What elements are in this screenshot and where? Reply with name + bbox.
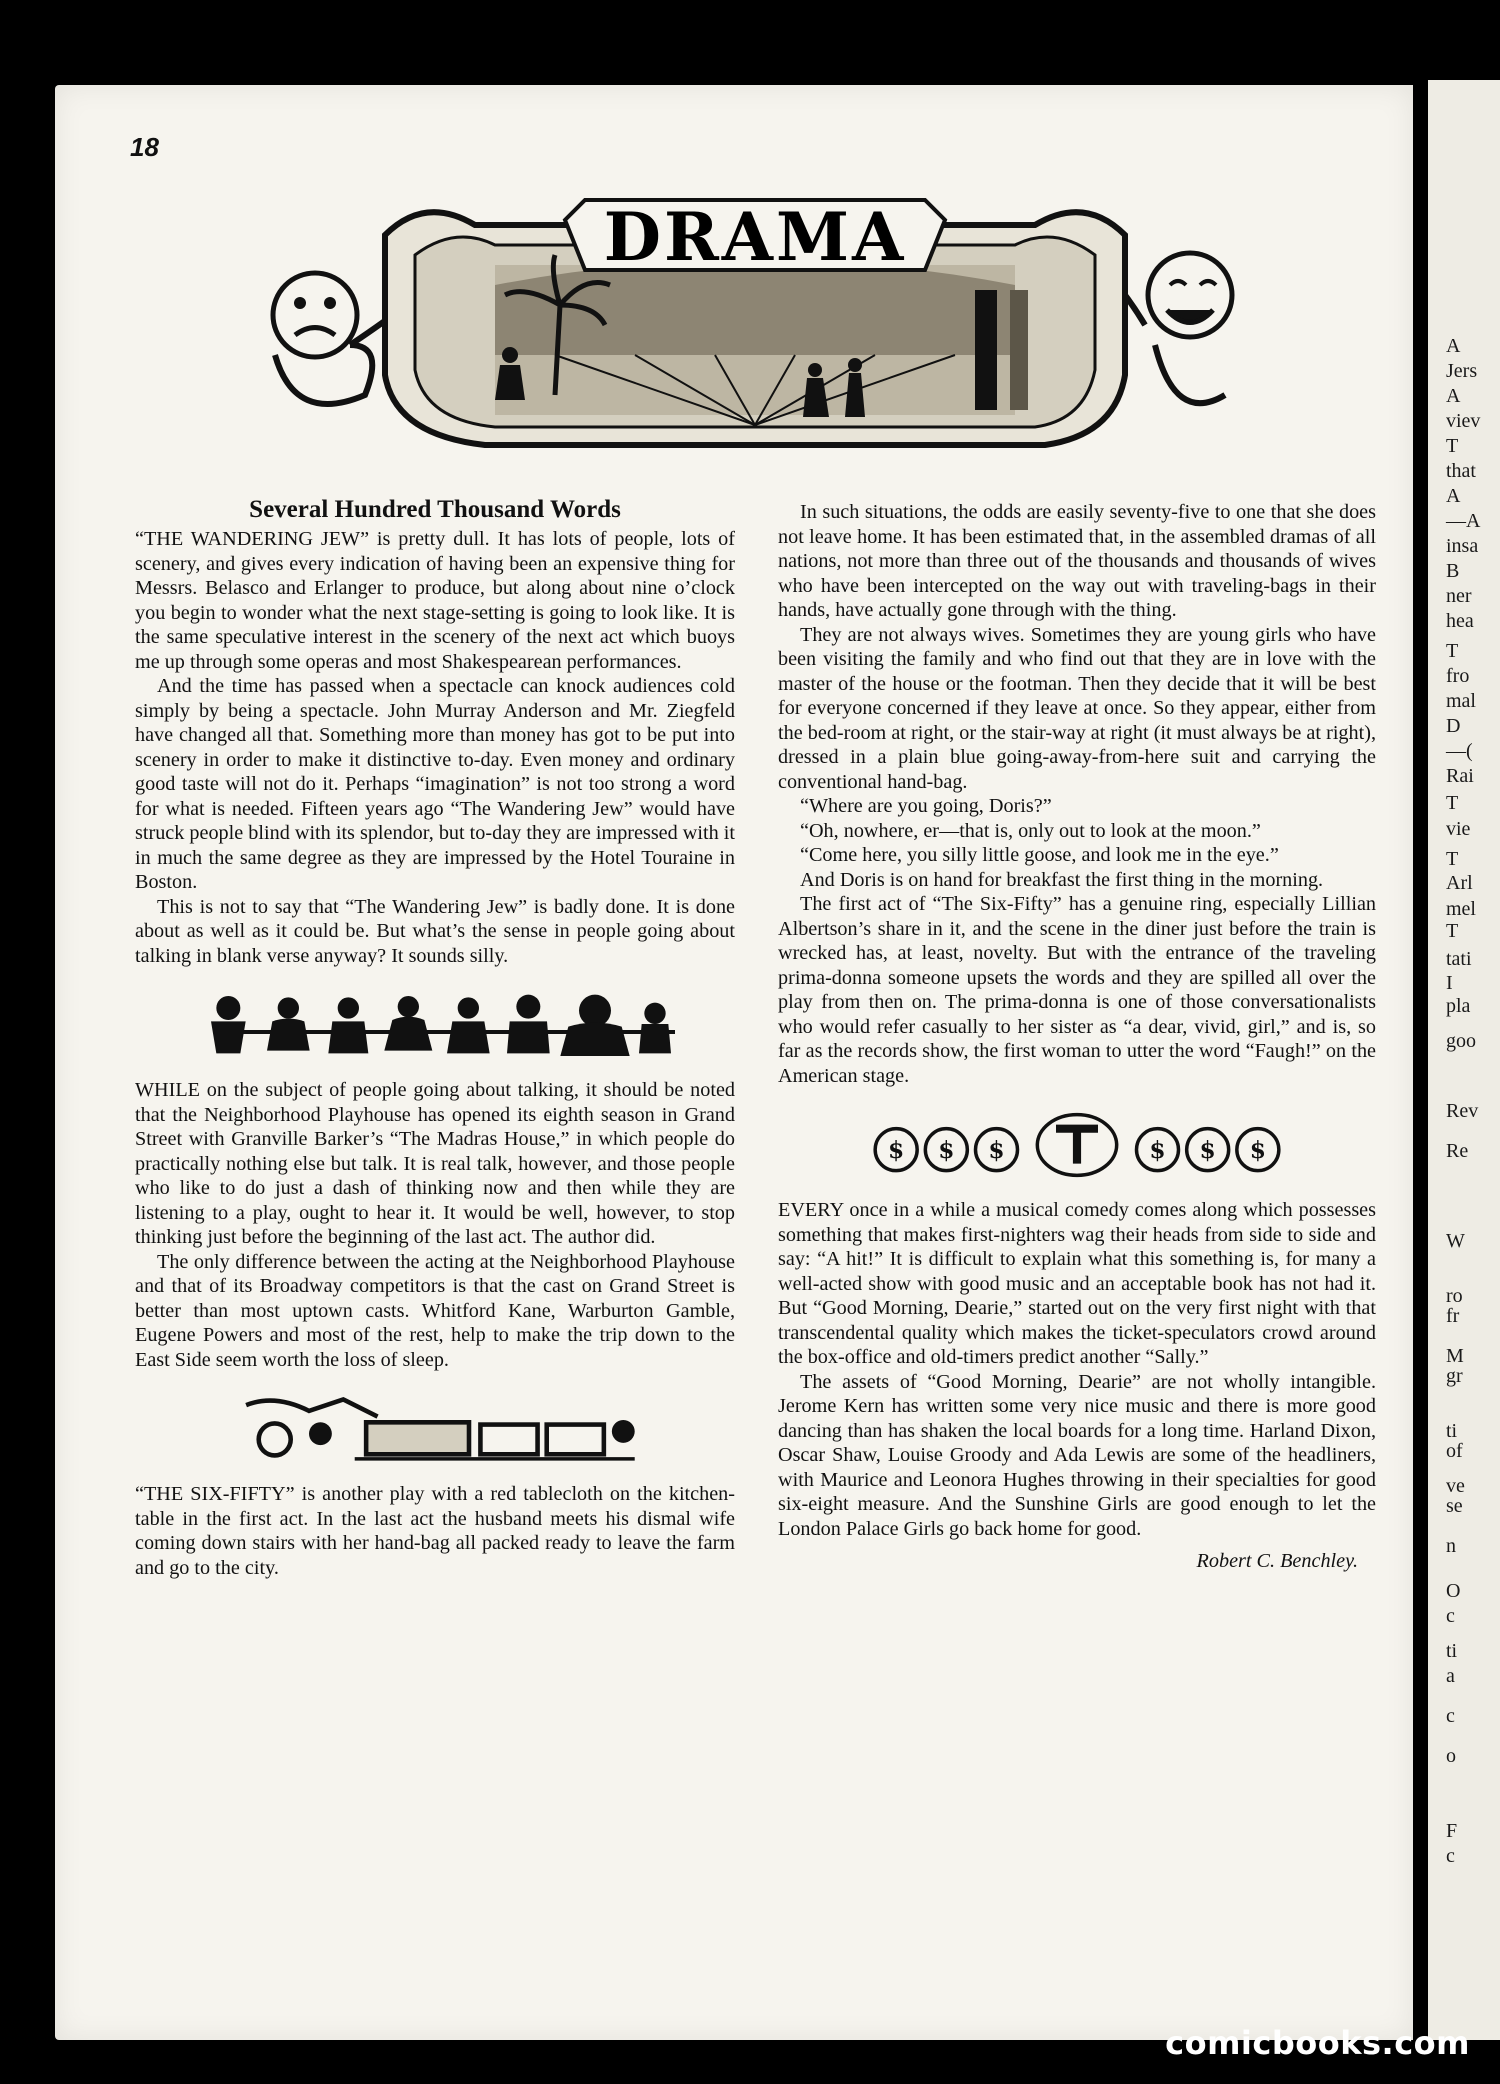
adjacent-page-text-fragment: T <box>1446 640 1459 662</box>
svg-text:$: $ <box>1249 1135 1266 1164</box>
adjacent-page-text-fragment: Jers <box>1446 360 1478 382</box>
adjacent-page-text-fragment: Rev <box>1446 1100 1479 1122</box>
article-paragraph: EVERY once in a while a musical comedy comes along which possesses something that makes first-nighters wag their heads from side to side and say: “A hit!” It is difficult to explain what this something is, for many a well-acted show with good music and an acceptable book has not had it. But “Good Morning, Dearie,” started out on the very first night with that transcendental quality which makes the ticket-speculators crowd around the box-office and old-timers predict another “Sally.” <box>778 1199 1376 1368</box>
dancers-illustration <box>195 984 675 1064</box>
article-headline: Several Hundred Thousand Words <box>249 496 621 523</box>
article-paragraph: WHILE on the subject of people going about talking, it should be noted that the Neighborhood Playhouse has opened its eighth season in Grand Street with Granville Barker’s “The Madras House,” in which people do practically nothing else but talk. It is real talk, however, and those people who like to do just a dash of thinking now and then while they are listening to a play, ought to hear it. It would be well, however, to stop thinking just before the beginning of the last act. The author did. <box>135 1079 735 1248</box>
svg-text:$: $ <box>1149 1135 1166 1164</box>
money-bags-vignette <box>778 1110 1376 1180</box>
article-paragraph: They are not always wives. Sometimes they are young girls who have been visiting the family and who find out that they are in love with the master of the house or the footman. Then they decide that it will be best for everyone concerned if they leave at once. So they appear, either from the bed-room at right, or the stair-way at right (it must always be at right), dressed in a plain blue going-away-from-here suit and carrying the conventional hand-bag. <box>778 623 1376 793</box>
article-paragraph: “THE WANDERING JEW” is pretty dull. It has lots of people, lots of scenery, and gives every indication of having been an expensive thing for Messrs. Belasco and Erlanger to produce, but along about nine o’clock you begin to wonder what the next stage-setting is going to look like. It is the same speculative interest in the scenery of the next act which buoys me up through some operas and most Shakespearean performances. <box>135 528 735 673</box>
svg-text:$: $ <box>938 1135 955 1164</box>
money-bags-illustration <box>867 1110 1287 1180</box>
section-neighborhood-playhouse <box>135 1078 735 1372</box>
adjacent-page-text-fragment: gr <box>1446 1365 1463 1387</box>
adjacent-page-text-fragment: A <box>1446 485 1461 507</box>
article-paragraph: And the time has passed when a spectacle can knock audiences cold simply by being a spectacle. John Murray Anderson and Mr. Ziegfeld have changed all that. Something more than money has got to be put into scenery in order to make it distinctive to-day. Even money and ordinary good taste will not do it. Perhaps “imagination” is not too strong a word for what is needed. Fifteen years ago “The Wandering Jew” would have struck people blind with its splendor, but to-day they are impressed with it in much the same degree as they are impressed by the Hotel Touraine in Boston. <box>135 675 735 893</box>
adjacent-page-text-fragment: ti <box>1446 1420 1458 1442</box>
article-paragraph: The first act of “The Six-Fifty” has a genuine ring, especially Lillian Albertson’s share in it, and the scene in the diner just before the train is wrecked has, at least, novelty. But with the entrance of the traveling prima-donna someone upsets the words and they are spilled all over the play from then on. The prima-donna is one of those conversationalists who would refer casually to her sister as “a dear, vivid, girl,” and is, so far as the records show, the first woman to utter the word “Faugh!” on the American stage. <box>778 893 1376 1087</box>
article-paragraph: And Doris is on hand for breakfast the first thing in the morning. <box>800 868 1324 891</box>
adjacent-page-text-fragment: Rai <box>1446 765 1474 787</box>
adjacent-page-text-fragment: F <box>1446 1820 1458 1842</box>
drama-banner <box>255 195 1255 465</box>
adjacent-page-text-fragment: T <box>1446 848 1459 870</box>
adjacent-page-text-fragment: ro <box>1446 1285 1463 1307</box>
adjacent-page-text-fragment: c <box>1446 1605 1455 1627</box>
section-good-morning-dearie <box>778 1198 1376 1541</box>
svg-text:$: $ <box>888 1135 905 1164</box>
article-paragraph: “Where are you going, Doris?” <box>800 795 1052 817</box>
left-column <box>135 495 735 1580</box>
adjacent-page-text-fragment: fr <box>1446 1305 1460 1327</box>
watermark: comicbooks.com <box>1165 2024 1470 2062</box>
page-gutter <box>1413 80 1428 2040</box>
article-paragraph: “THE SIX-FIFTY” is another play with a red tablecloth on the kitchen-table in the first act. In the last act the husband meets his dismal wife coming down stairs with her hand-bag all packed ready to leave the farm and go to the city. <box>135 1483 735 1579</box>
adjacent-page-text-fragment: T <box>1446 792 1459 814</box>
adjacent-page-text-fragment: of <box>1446 1440 1463 1462</box>
author-signature: Robert C. Benchley. <box>1196 1550 1358 1572</box>
adjacent-page-text-fragment: goo <box>1446 1030 1476 1052</box>
adjacent-page-text-fragment: mal <box>1446 690 1476 712</box>
adjacent-page-text-fragment: ti <box>1446 1640 1458 1662</box>
article-paragraph: “Come here, you silly little goose, and look me in the eye.” <box>800 844 1279 866</box>
adjacent-page-text-fragment: that <box>1446 460 1476 482</box>
right-column <box>778 500 1376 1574</box>
section-wandering-jew <box>135 527 735 968</box>
adjacent-page-text-fragment: hea <box>1446 610 1474 632</box>
adjacent-page-text-fragment: Arl <box>1446 872 1473 894</box>
adjacent-page-text-fragment: fro <box>1446 665 1470 687</box>
adjacent-page-text-fragment: c <box>1446 1845 1455 1867</box>
article-paragraph: In such situations, the odds are easily seventy-five to one that she does not leave home. It has been estimated that, in the assembled dramas of all nations, not more than three out of the thousands and thousands of wives who have been intercepted on the way out with traveling-bags in their hands, have actually gone through with the thing. <box>778 501 1376 621</box>
adjacent-page-edge <box>1428 80 1500 2040</box>
adjacent-page-text-fragment: se <box>1446 1495 1463 1517</box>
train-illustration <box>229 1388 640 1468</box>
adjacent-page-text-fragment: —( <box>1446 740 1473 762</box>
adjacent-page-text-fragment: I <box>1446 972 1453 994</box>
page-number: 18 <box>130 132 159 162</box>
train-vignette <box>135 1388 735 1468</box>
svg-text:$: $ <box>988 1135 1005 1164</box>
svg-text:$: $ <box>1199 1135 1216 1164</box>
adjacent-page-text-fragment: A <box>1446 385 1461 407</box>
adjacent-page-text-fragment: Re <box>1446 1140 1469 1162</box>
adjacent-page-text-fragment: c <box>1446 1705 1455 1727</box>
banner-title: DRAMA <box>603 198 907 276</box>
adjacent-page-text-fragment: pla <box>1446 995 1471 1017</box>
article-paragraph: This is not to say that “The Wandering Jew” is badly done. It is done about as well as it could be. But what’s the sense in people going about talking in blank verse anyway? It sounds silly. <box>135 895 735 967</box>
dancers-vignette <box>135 984 735 1064</box>
adjacent-page-text-fragment: O <box>1446 1580 1461 1602</box>
adjacent-page-text-fragment: —A <box>1446 510 1481 532</box>
adjacent-page-text-fragment: ner <box>1446 585 1472 607</box>
article-paragraph: “Oh, nowhere, er—that is, only out to look at the moon.” <box>800 819 1261 842</box>
adjacent-page-text-fragment: W <box>1446 1230 1465 1252</box>
adjacent-page-text-fragment: tati <box>1446 948 1472 970</box>
adjacent-page-text-fragment: n <box>1446 1535 1456 1557</box>
adjacent-page-text-fragment: D <box>1446 715 1461 737</box>
adjacent-page-text-fragment: ve <box>1446 1475 1465 1497</box>
adjacent-page-text-fragment: vie <box>1446 818 1471 840</box>
adjacent-page-text-fragment: mel <box>1446 898 1476 920</box>
adjacent-page-text-fragment: o <box>1446 1745 1456 1767</box>
adjacent-page-text-fragment: a <box>1446 1665 1455 1687</box>
adjacent-page-text-fragment: M <box>1446 1345 1464 1367</box>
adjacent-page-text-fragment: T <box>1446 435 1459 457</box>
adjacent-page-text-fragment: T <box>1446 920 1459 942</box>
section-six-fifty-start <box>135 1482 735 1580</box>
drama-banner-illustration <box>255 195 1255 465</box>
adjacent-page-text-fragment: A <box>1446 335 1461 357</box>
adjacent-page-text-fragment: insa <box>1446 535 1479 557</box>
article-paragraph: The assets of “Good Morning, Dearie” are not wholly intangible. Jerome Kern has written some very nice music and there is more good dancing than has shaken the local boards for a long time. Harland Dixon, Oscar Shaw, Louise Groody and Ada Lewis are some of the headliners, with Maurice and Leonora Hughes throwing in their specialties for good six-eight measure. And the Sunshine Girls are good enough to let the London Palace Girls go back home for good. <box>778 1370 1376 1540</box>
section-six-fifty-continued <box>778 500 1376 1088</box>
article-paragraph: The only difference between the acting at the Neighborhood Playhouse and that of its Broadway competitors is that the cast on Grand Street is better than most uptown casts. Whitford Kane, Warburton Gamble, Eugene Powers and most of the rest, help to make the trip down to the East Side seem worth the loss of sleep. <box>135 1250 735 1371</box>
adjacent-page-text-fragment: B <box>1446 560 1460 582</box>
adjacent-page-text-fragment: viev <box>1446 410 1481 432</box>
